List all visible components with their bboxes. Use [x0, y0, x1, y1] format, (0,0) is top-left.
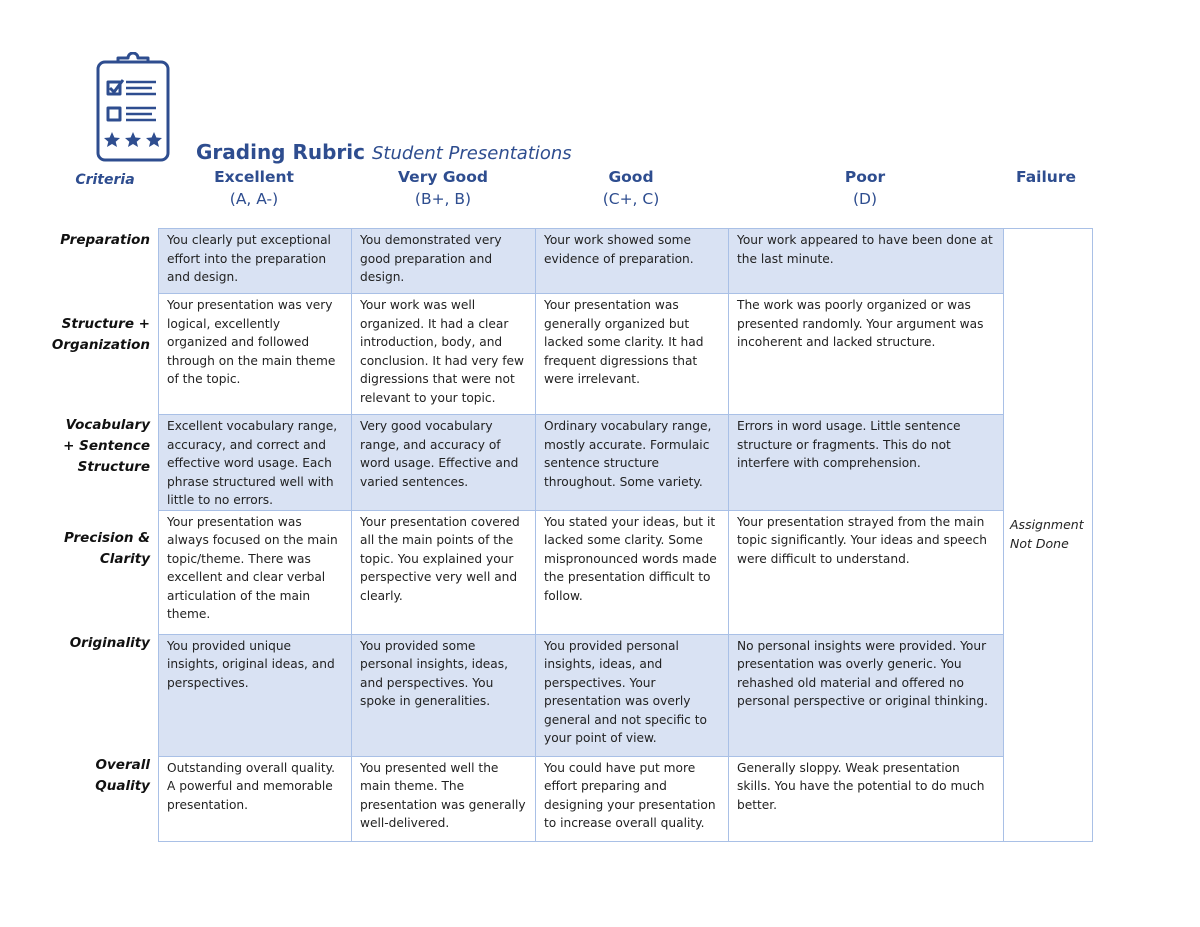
rubric-cell: Your work showed some evidence of preparation. [536, 229, 729, 294]
header-failure [996, 166, 1096, 188]
rubric-cell: Your work appeared to have been done at the last minute. [729, 229, 1004, 294]
rubric-cell: Errors in word usage. Little sentence structure or fragments. This do not interfere with comprehension. [729, 415, 1004, 511]
criterion-label: Vocabulary + Sentence Structure [63, 417, 150, 475]
table-row [159, 634, 1093, 756]
rubric-cell: No personal insights were provided. Your presentation was overly generic. You rehashed old material and offered no personal perspective or original thinking. [729, 634, 1004, 756]
header-good [551, 166, 711, 210]
rubric-cell: Your presentation strayed from the main topic significantly. Your ideas and speech were difficult to understand. [729, 510, 1004, 634]
rubric-cell: Your presentation was generally organized but lacked some clarity. It had frequent digressions that were irrelevant. [536, 294, 729, 415]
level-grade: (B+, B) [414, 190, 472, 208]
level-name: Good [608, 168, 654, 186]
header-criteria: Criteria [75, 172, 135, 188]
rubric-cell: Outstanding overall quality. A powerful and memorable presentation. [159, 756, 352, 841]
clipboard-checklist-icon [92, 52, 174, 164]
rubric-cell: You provided personal insights, ideas, and perspectives. Your presentation was overly general and not specific to your point of view. [536, 634, 729, 756]
title-main: Grading Rubric [196, 140, 365, 164]
failure-cell: Assignment Not Done [1004, 229, 1093, 842]
table-row [159, 756, 1093, 841]
rubric-cell: Your work was well organized. It had a clear introduction, body, and conclusion. It had very few digressions that were not relevant to your topic. [352, 294, 536, 415]
rubric-table [158, 228, 1093, 842]
rubric-cell: The work was poorly organized or was presented randomly. Your argument was incoherent and lacked structure. [729, 294, 1004, 415]
rubric-cell: Your presentation was always focused on the main topic/theme. There was excellent and clear verbal articulation of the main theme. [159, 510, 352, 634]
rubric-cell: You clearly put exceptional effort into the preparation and design. [159, 229, 352, 294]
rubric-cell: Your presentation covered all the main points of the topic. You explained your perspective very well and clearly. [352, 510, 536, 634]
criterion-label: Originality [69, 635, 150, 651]
criterion-label: Overall Quality [95, 757, 150, 794]
rubric-cell: Excellent vocabulary range, accuracy, and correct and effective word usage. Each phrase structured well with little to no errors. [159, 415, 352, 511]
table-row [159, 229, 1093, 294]
table-row [159, 510, 1093, 634]
criterion-label: Structure + Organization [51, 316, 150, 353]
level-name: Excellent [214, 168, 294, 186]
header-very-good [363, 166, 523, 210]
rubric-cell: Ordinary vocabulary range, mostly accurate. Formulaic sentence structure throughout. Some variety. [536, 415, 729, 511]
rubric-cell: You could have put more effort preparing and designing your presentation to increase overall quality. [536, 756, 729, 841]
table-row [159, 415, 1093, 511]
table-row [159, 294, 1093, 415]
level-grade: (D) [852, 190, 878, 208]
level-grade: (C+, C) [602, 190, 660, 208]
rubric-cell: You provided unique insights, original ideas, and perspectives. [159, 634, 352, 756]
header-excellent [174, 166, 334, 210]
page-title [196, 140, 572, 164]
rubric-cell: Generally sloppy. Weak presentation skills. You have the potential to do much better. [729, 756, 1004, 841]
level-grade: (A, A-) [229, 190, 279, 208]
header-poor [785, 166, 945, 210]
criterion-label: Precision & Clarity [64, 530, 150, 567]
rubric-cell: You provided some personal insights, ideas, and perspectives. You spoke in generalities. [352, 634, 536, 756]
level-name: Poor [844, 168, 886, 186]
rubric-cell: You demonstrated very good preparation and design. [352, 229, 536, 294]
criterion-label: Preparation [60, 232, 150, 248]
title-sub: Student Presentations [371, 143, 572, 164]
level-name: Very Good [398, 168, 488, 186]
rubric-cell: You stated your ideas, but it lacked some clarity. Some mispronounced words made the presentation difficult to follow. [536, 510, 729, 634]
rubric-cell: Your presentation was very logical, excellently organized and followed through on the main theme of the topic. [159, 294, 352, 415]
rubric-cell: You presented well the main theme. The presentation was generally well-delivered. [352, 756, 536, 841]
level-name: Failure [1016, 168, 1076, 186]
rubric-cell: Very good vocabulary range, and accuracy of word usage. Effective and varied sentences. [352, 415, 536, 511]
